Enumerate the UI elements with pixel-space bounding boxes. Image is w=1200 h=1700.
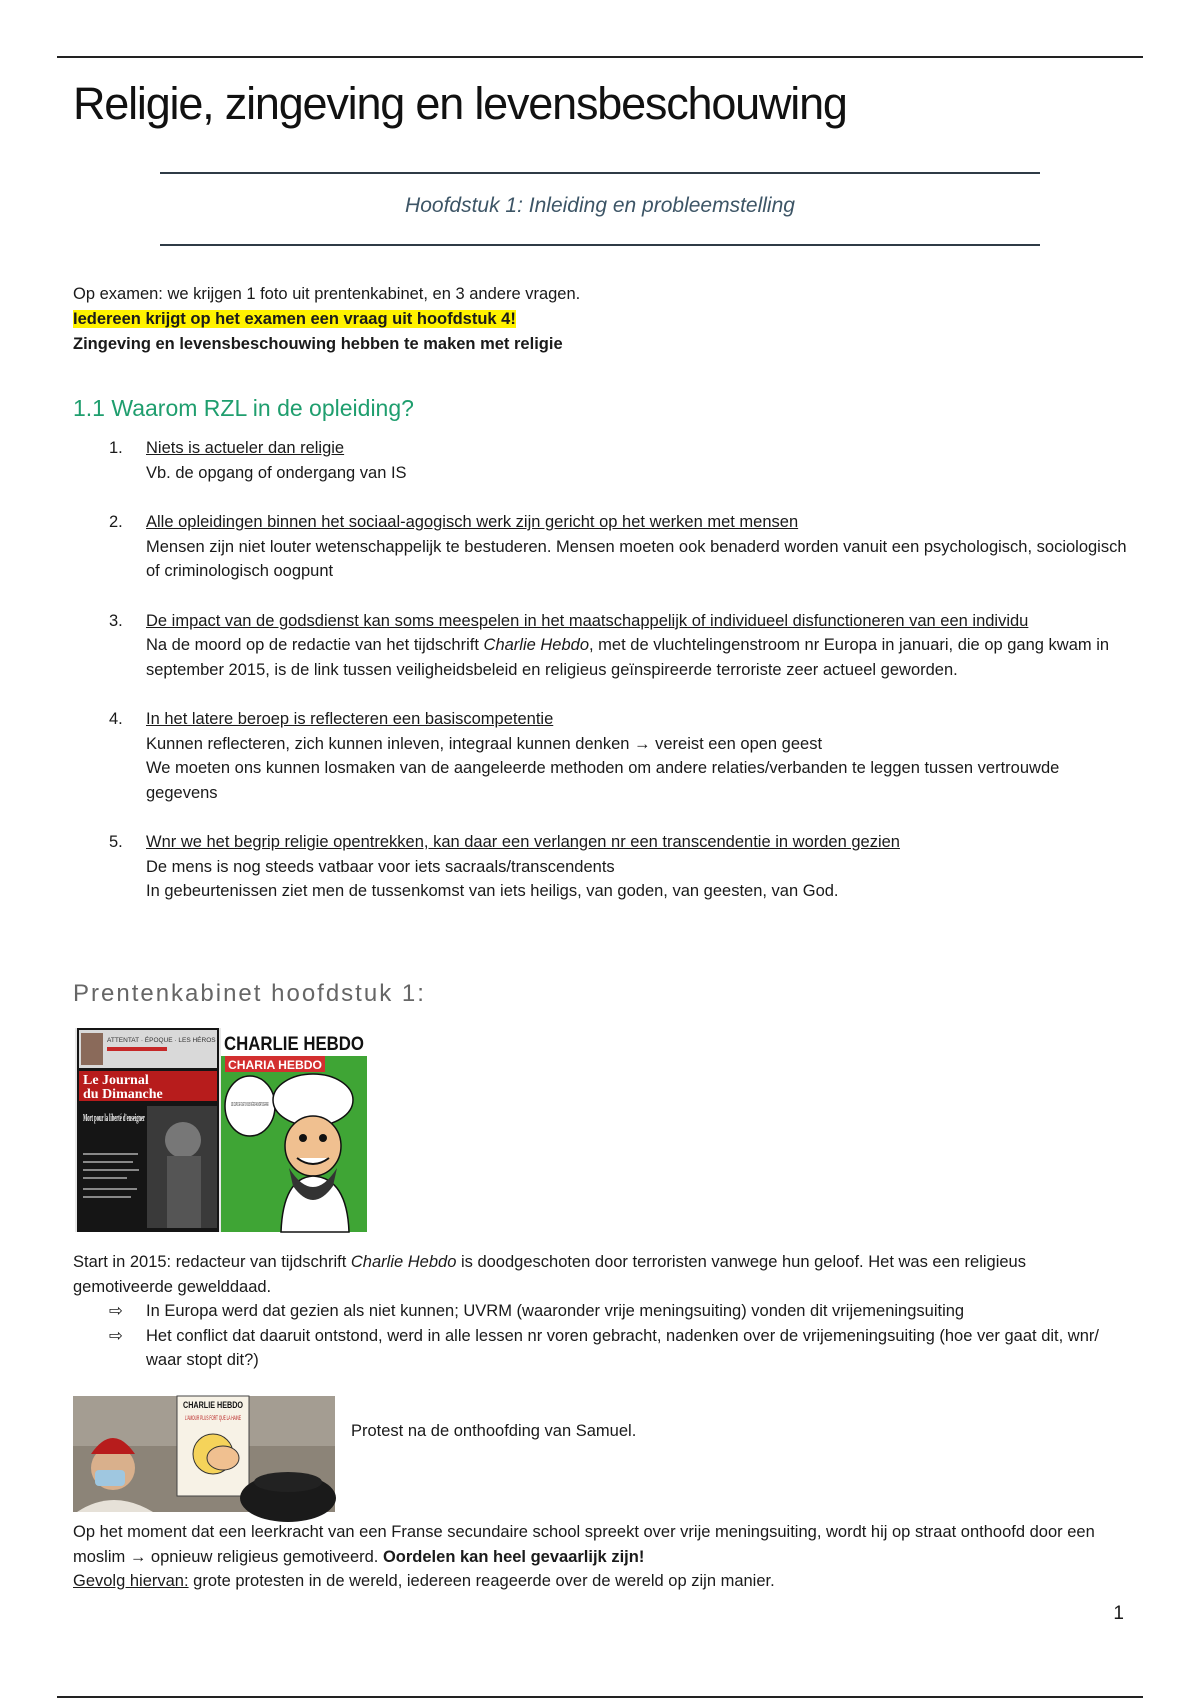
text-segment: is doodgeschoten door terroristen vanwege hun geloof. Het was een religieus gemotiveerde gewelddaad.	[73, 1253, 1026, 1296]
arrow-right-icon: ⇨	[109, 1302, 123, 1320]
warning-text: Oordelen kan heel gevaarlijk zijn!	[382, 1547, 645, 1566]
list-item	[73, 436, 1133, 485]
intro-block	[73, 282, 580, 357]
arrow-item	[73, 1299, 1133, 1324]
arrow-text: In Europa werd dat gezien als niet kunnen; UVRM (waaronder vrije meningsuiting) vonden dit vrijemeningsuiting	[146, 1302, 965, 1320]
list-item-text: In gebeurtenissen ziet men de tussenkomst van iets heiligs, van goden, van geesten, van God.	[146, 882, 839, 900]
journal-headline: Mort pour la liberté d'enseigner	[83, 1113, 146, 1124]
list-number: 3.	[109, 611, 123, 630]
text-segment: Op het moment dat een leerkracht van een Franse secundaire school spreekt over vrije meningsuiting, wordt hij op straat onthoofd door een moslim → opnieuw religieus gemotiveerd.	[73, 1523, 1095, 1566]
protest-caption: Protest na de onthoofding van Samuel.	[351, 1422, 637, 1440]
cover-top-strip: ATTENTAT · ÉPOQUE · LES HÉROS	[107, 1037, 216, 1044]
list-item-text: Kunnen reflecteren, zich kunnen inleven, integraal kunnen denken → vereist een open geest	[146, 734, 823, 753]
list-item-title: Niets is actueler dan religie	[146, 439, 345, 457]
list-item-title: De impact van de godsdienst kan soms meespelen in het maatschappelijk of individueel disfunctioneren van een individu	[146, 611, 1029, 630]
list-item-text: De mens is nog steeds vatbaar voor iets sacraals/transcendents	[146, 857, 615, 876]
list-item-text: We moeten ons kunnen losmaken van de aangeleerde methoden om andere relaties/verbanden te leggen tussen vertrouwde gegevens	[146, 759, 1060, 802]
arrow-item	[73, 1324, 1133, 1373]
charlie-title: CHARLIE HEBDO	[224, 1034, 364, 1055]
list-item	[73, 510, 1133, 584]
magazine-covers-image	[75, 1028, 367, 1232]
top-rule	[57, 56, 1143, 58]
list-item-text: Vb. de opgang of ondergang van IS	[146, 463, 407, 482]
intro-highlight: Iedereen krijgt op het examen een vraag uit hoofdstuk 4!	[73, 310, 516, 328]
consequence-text: grote protesten in de wereld, iedereen reageerde over de wereld op zijn manier.	[188, 1572, 775, 1590]
intro-line-exam: Op examen: we krijgen 1 foto uit prentenkabinet, en 3 andere vragen.	[73, 285, 581, 303]
consequence-label: Gevolg hiervan:	[73, 1572, 189, 1590]
list-item-title: In het latere beroep is reflecteren een basiscompetentie	[146, 710, 554, 728]
magazine-name: Charlie Hebdo	[350, 1253, 457, 1271]
list-number: 1.	[109, 439, 123, 457]
beheading-paragraph	[73, 1520, 1133, 1594]
document-title: Religie, zingeving en levensbeschouwing	[73, 78, 847, 129]
list-number: 5.	[109, 833, 123, 851]
journal-name-2: du Dimanche	[83, 1087, 163, 1102]
text-segment: Start in 2015: redacteur van tijdschrift	[73, 1253, 351, 1271]
protest-photo	[73, 1396, 335, 1512]
list-number: 4.	[109, 710, 123, 728]
journal-name-1: Le Journal	[83, 1073, 149, 1088]
list-item	[73, 830, 1133, 904]
page-number: 1	[1113, 1603, 1124, 1624]
section-heading: 1.1 Waarom RZL in de opleiding?	[73, 395, 414, 421]
charlie-bubble	[231, 1100, 269, 1108]
arrow-right-icon: ⇨	[109, 1326, 123, 1345]
charlie-subtitle: CHARIA HEBDO	[228, 1058, 322, 1072]
arrow-text: Het conflict dat daaruit ontstond, werd in alle lessen nr voren gebracht, nadenken over de vrijemeningsuiting (hoe ver gaat dit, wnr/ waar stopt dit?)	[146, 1326, 1099, 1369]
list-item-text: Mensen zijn niet louter wetenschappelijk te bestuderen. Mensen moeten ook benaderd worden vanuit een psychologisch, sociologisch of criminologisch oogpunt	[146, 537, 1127, 580]
prentenkabinet-heading: Prentenkabinet hoofdstuk 1:	[73, 980, 426, 1007]
intro-bold-line: Zingeving en levensbeschouwing hebben te maken met religie	[73, 335, 563, 353]
sign-title: CHARLIE HEBDO	[183, 1400, 243, 1410]
arrow-list	[73, 1299, 1133, 1373]
reasons-list	[73, 436, 1133, 929]
sign-text: L'AMOUR PLUS FORT QUE LA HAINE	[185, 1416, 241, 1422]
list-item	[73, 609, 1133, 683]
list-item-text	[146, 633, 1133, 682]
list-item-title: Alle opleidingen binnen het sociaal-agogisch werk zijn gericht op het werken met mensen	[146, 513, 799, 531]
chapter-rule-bottom	[160, 244, 1040, 246]
text-segment: Na de moord op de redactie van het tijdschrift	[146, 636, 484, 654]
text-segment: , met de vluchtelingenstroom nr Europa in januari, die op gang kwam in september 2015, is de link tussen veiligheidsbeleid en religieus geïnspireerde terroriste zeer actueel geworden.	[146, 636, 1110, 679]
bottom-rule	[57, 1696, 1143, 1698]
magazine-name: Charlie Hebdo	[483, 636, 590, 654]
list-item	[73, 707, 1133, 805]
list-item-title: Wnr we het begrip religie opentrekken, kan daar een verlangen nr een transcendentie in worden gezien	[146, 833, 900, 851]
chapter-heading: Hoofdstuk 1: Inleiding en probleemstelling	[405, 194, 795, 217]
chapter-rule-top	[160, 172, 1040, 174]
list-number: 2.	[109, 513, 123, 531]
start-paragraph	[73, 1250, 1123, 1299]
